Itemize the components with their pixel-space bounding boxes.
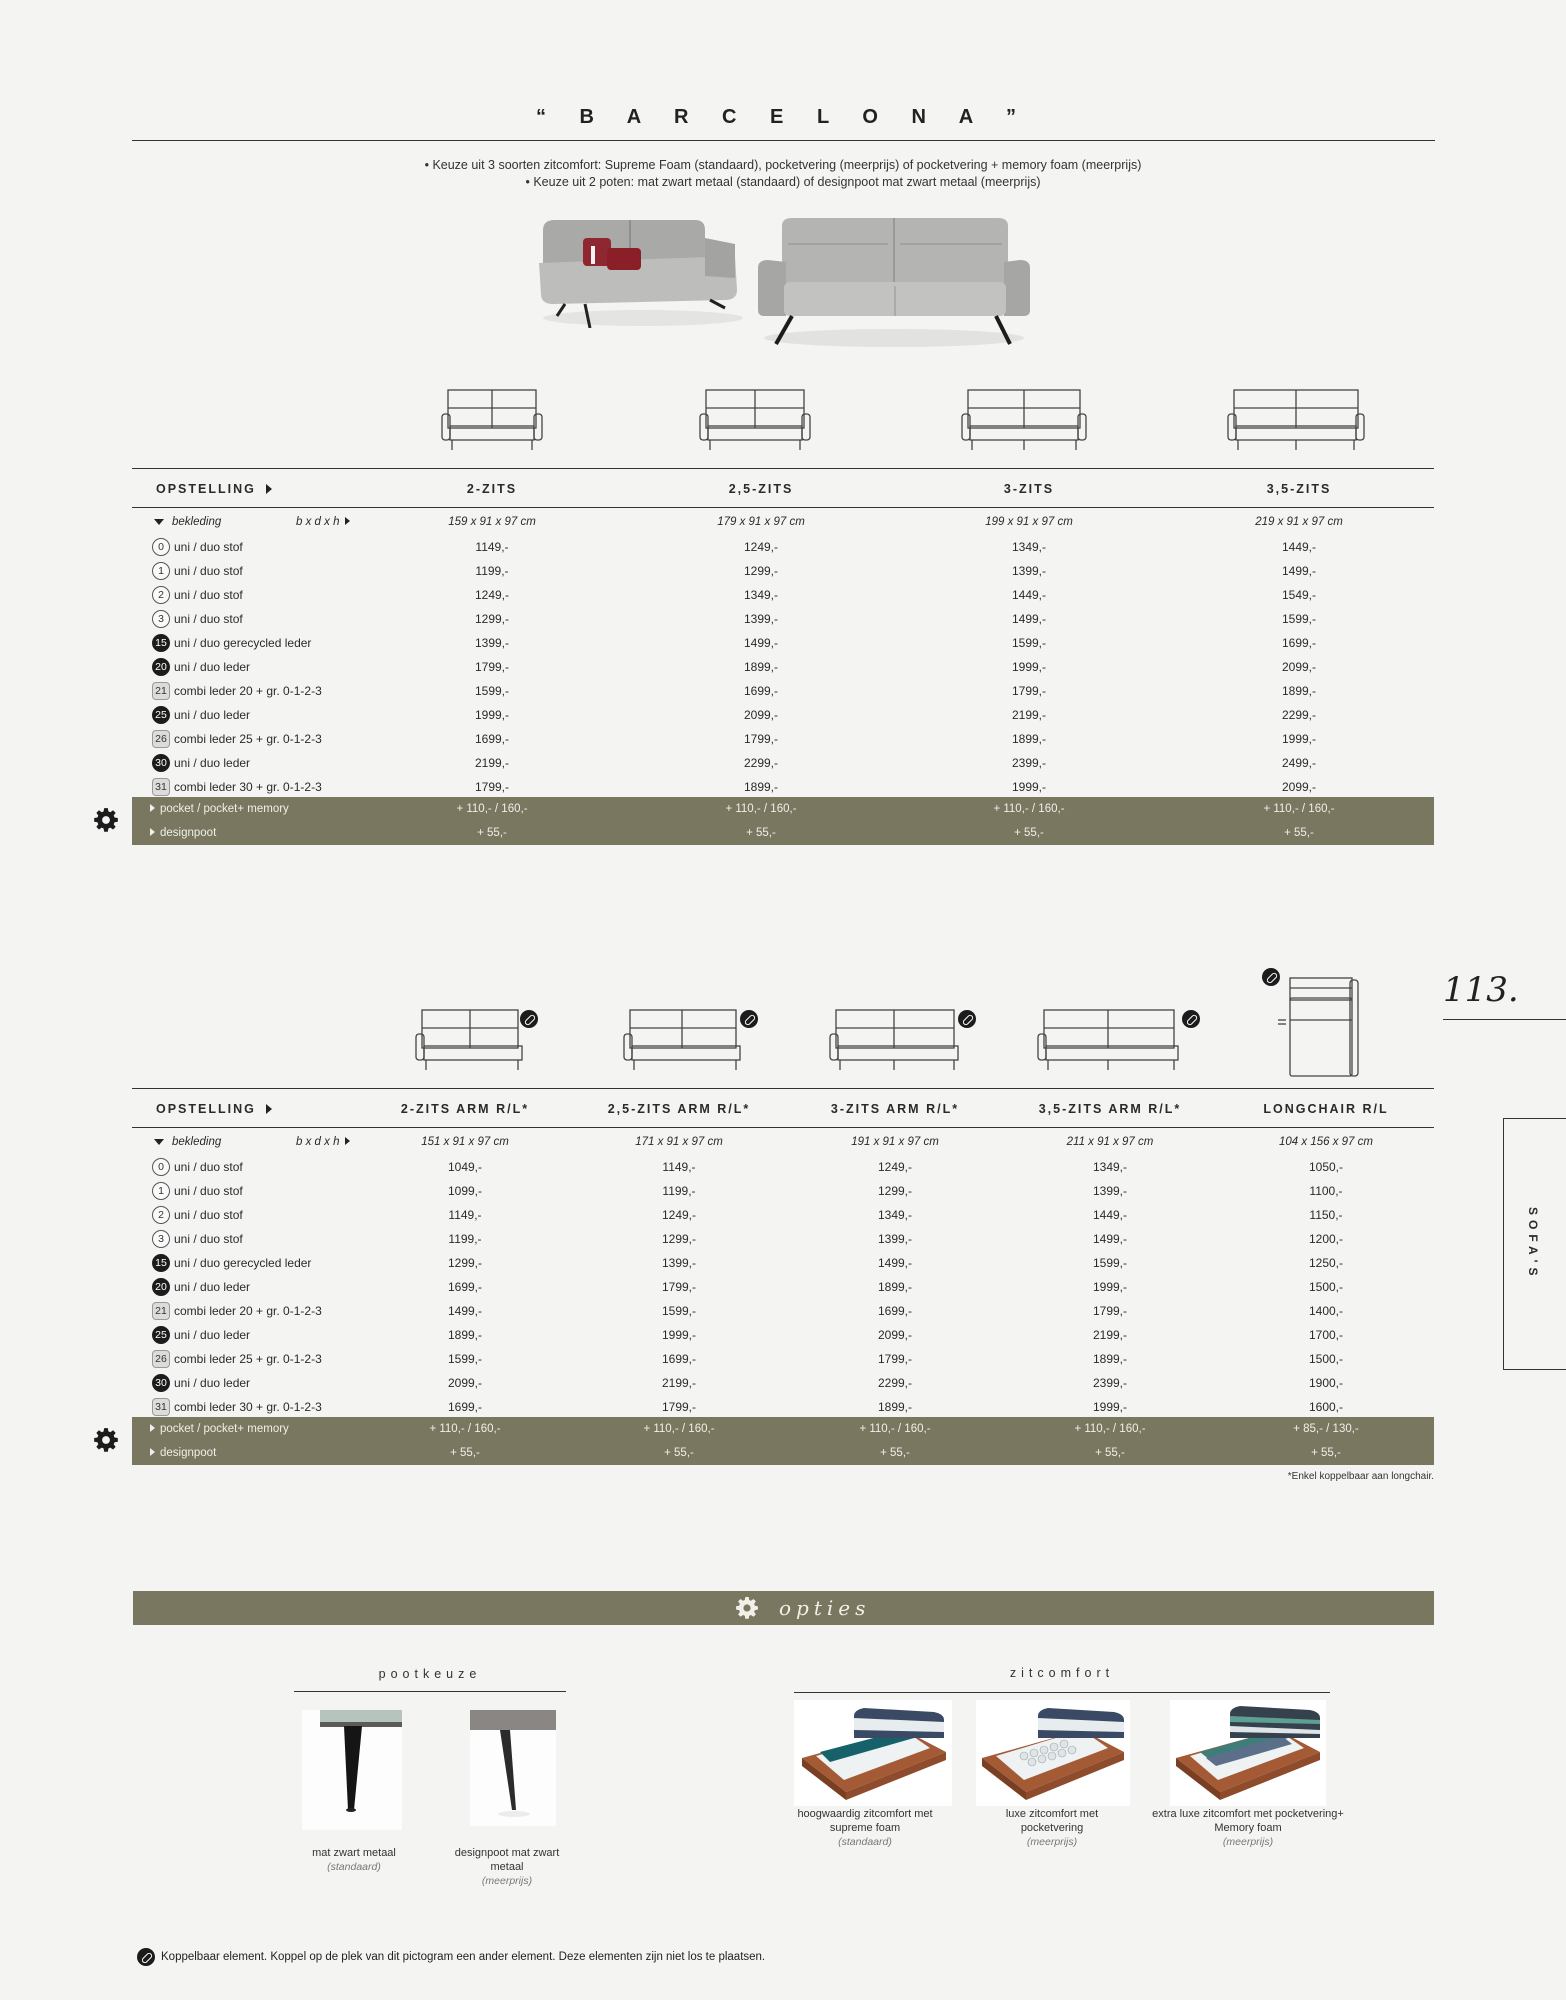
option-value: + 110,- / 160,- [859, 1423, 931, 1435]
sofa-photo-front [758, 216, 1030, 351]
price-cell: 1150,- [1309, 1208, 1343, 1222]
dimension-value: 199 x 91 x 97 cm [985, 516, 1073, 528]
price-cell: 1699,- [474, 732, 510, 746]
price-group-badge: 1 [152, 562, 170, 580]
pootkeuze-rule [294, 1691, 566, 1692]
page-title: “ B A R C E L O N A ” [535, 106, 1030, 128]
section-tab [1503, 1118, 1566, 1370]
price-cell: 1449,- [1281, 540, 1317, 554]
price-cell: 2199,- [474, 756, 510, 770]
link-icon [958, 1010, 976, 1028]
upholstery-label: uni / duo leder [174, 1328, 251, 1342]
upholstery-label: uni / duo stof [174, 612, 243, 626]
price-cell: 1499,- [1281, 564, 1317, 578]
price-cell: 2299,- [743, 756, 779, 770]
price-cell: 1899,- [877, 1280, 913, 1294]
link-icon [520, 1010, 538, 1028]
price-cell: 1399,- [1092, 1184, 1128, 1198]
table-row [132, 678, 1434, 702]
price-group-badge: 25 [152, 706, 170, 724]
bekleding-label: bekleding [172, 1136, 222, 1148]
price-cell: 1399,- [743, 612, 779, 626]
option-value: + 110,- / 160,- [993, 803, 1065, 815]
price-cell: 1399,- [877, 1232, 913, 1246]
dimension-value: 211 x 91 x 97 cm [1066, 1136, 1154, 1148]
price-cell: 1799,- [661, 1400, 697, 1414]
sofa-3-5-seat-arm-icon [1036, 1008, 1186, 1074]
price-group-badge: 2 [152, 1206, 170, 1224]
table-row [132, 534, 1434, 558]
table-row [132, 606, 1434, 630]
col-header: 2,5-ZITS [728, 482, 794, 496]
col-header: 2-ZITS ARM R/L* [400, 1102, 530, 1116]
dimension-value: 104 x 156 x 97 cm [1279, 1136, 1373, 1148]
price-group-badge: 21 [152, 1302, 170, 1320]
price-cell: 2099,- [1281, 660, 1317, 674]
option-value: + 55,- [450, 1447, 480, 1459]
sofa-icons-row-2 [0, 968, 1566, 1080]
table-row [132, 1178, 1434, 1202]
price-group-badge: 20 [152, 1278, 170, 1296]
upholstery-label: uni / duo gerecycled leder [174, 636, 312, 650]
zitcomfort-caption [982, 1807, 1122, 1849]
table-row [132, 1298, 1434, 1322]
zitcomfort-heading: zitcomfort [1009, 1666, 1115, 1680]
option-value: + 110,- / 160,- [429, 1423, 501, 1435]
table-row [132, 654, 1434, 678]
table-header [132, 468, 1434, 508]
price-cell: 1099,- [447, 1184, 483, 1198]
price-table-sofas [132, 468, 1434, 846]
table-row [132, 1226, 1434, 1250]
price-cell: 1149,- [475, 540, 509, 554]
price-cell: 2299,- [877, 1376, 913, 1390]
price-cell: 1599,- [661, 1304, 697, 1318]
table-row [132, 1202, 1434, 1226]
price-group-badge: 31 [152, 1398, 170, 1416]
price-cell: 1499,- [447, 1304, 483, 1318]
option-value: + 110,- / 160,- [725, 803, 797, 815]
price-cell: 1699,- [743, 684, 779, 698]
leg-designpoot-photo [470, 1710, 556, 1826]
option-value: + 110,- / 160,- [456, 803, 528, 815]
dimension-value: 151 x 91 x 97 cm [421, 1136, 509, 1148]
upholstery-label: uni / duo stof [174, 1208, 243, 1222]
link-icon [137, 1948, 155, 1966]
price-cell: 1999,- [1092, 1280, 1128, 1294]
price-cell: 1500,- [1308, 1280, 1344, 1294]
upholstery-label: combi leder 20 + gr. 0-1-2-3 [174, 1304, 322, 1318]
price-cell: 1299,- [474, 612, 510, 626]
price-group-badge: 31 [152, 778, 170, 796]
col-header: 3,5-ZITS [1266, 482, 1332, 496]
price-cell: 1799,- [1092, 1304, 1128, 1318]
price-cell: 2299,- [1281, 708, 1317, 722]
price-cell: 1499,- [743, 636, 779, 650]
table-row [132, 1394, 1434, 1418]
price-cell: 1599,- [1092, 1256, 1128, 1270]
upholstery-label: uni / duo leder [174, 660, 251, 674]
leg-option-caption [294, 1846, 414, 1874]
option-label: pocket / pocket+ memory [150, 1423, 289, 1435]
upholstery-label: uni / duo gerecycled leder [174, 1256, 312, 1270]
price-cell: 1899,- [743, 780, 779, 794]
sofa-3-seat-arm-icon [828, 1008, 968, 1074]
price-cell: 1799,- [474, 660, 510, 674]
upholstery-label: combi leder 25 + gr. 0-1-2-3 [174, 1352, 322, 1366]
option-value: + 110,- / 160,- [1074, 1423, 1146, 1435]
price-cell: 1999,- [1281, 732, 1317, 746]
price-group-badge: 30 [152, 754, 170, 772]
price-cell: 1399,- [1011, 564, 1047, 578]
price-cell: 1599,- [474, 684, 510, 698]
upholstery-label: uni / duo leder [174, 708, 251, 722]
price-cell: 1900,- [1308, 1376, 1344, 1390]
upholstery-label: uni / duo leder [174, 1376, 251, 1390]
price-cell: 1349,- [743, 588, 779, 602]
zitcomfort-pocket-photo [976, 1700, 1130, 1806]
upholstery-label: combi leder 30 + gr. 0-1-2-3 [174, 1400, 322, 1414]
price-cell: 1999,- [661, 1328, 697, 1342]
option-value: + 110,- / 160,- [1263, 803, 1335, 815]
price-cell: 1399,- [474, 636, 510, 650]
table-header [132, 1088, 1434, 1128]
price-cell: 1500,- [1308, 1352, 1344, 1366]
pootkeuze-heading: pootkeuze [378, 1667, 482, 1681]
price-cell: 1699,- [661, 1352, 697, 1366]
price-cell: 1249,- [474, 588, 510, 602]
leg-option-caption [452, 1846, 562, 1888]
price-cell: 1449,- [1011, 588, 1047, 602]
price-cell: 2199,- [1092, 1328, 1128, 1342]
price-group-badge: 2 [152, 586, 170, 604]
sofa-2-5-seat-arm-icon [622, 1008, 750, 1074]
option-value: + 55,- [1014, 827, 1044, 839]
upholstery-label: combi leder 30 + gr. 0-1-2-3 [174, 780, 322, 794]
col-header: 2-ZITS [466, 482, 518, 496]
option-value: + 55,- [1284, 827, 1314, 839]
price-cell: 1699,- [447, 1400, 483, 1414]
price-cell: 1999,- [1011, 780, 1047, 794]
gear-icon [93, 807, 119, 833]
price-cell: 1899,- [1281, 684, 1317, 698]
price-cell: 1999,- [1092, 1400, 1128, 1414]
page-number-rule [1443, 1019, 1566, 1020]
table-row [132, 1322, 1434, 1346]
caption-sub: (standaard) [838, 1836, 892, 1848]
opstelling-label: OPSTELLING [156, 1102, 272, 1116]
upholstery-label: combi leder 20 + gr. 0-1-2-3 [174, 684, 322, 698]
price-cell: 1799,- [661, 1280, 697, 1294]
option-label: designpoot [150, 827, 216, 839]
caption-title: luxe zitcomfort met pocketvering [1005, 1808, 1099, 1834]
price-cell: 2099,- [447, 1376, 483, 1390]
col-header: LONGCHAIR R/L [1263, 1102, 1389, 1116]
option-value: + 55,- [1095, 1447, 1125, 1459]
zitcomfort-caption [1150, 1807, 1346, 1849]
link-legend-text: Koppelbaar element. Koppel op de plek van dit pictogram een ander element. Deze elementen zijn niet los te plaatsen. [161, 1951, 766, 1963]
price-group-badge: 15 [152, 634, 170, 652]
upholstery-label: uni / duo stof [174, 1184, 243, 1198]
link-icon [740, 1010, 758, 1028]
option-value: + 55,- [1311, 1447, 1341, 1459]
sofa-3-seat-icon [960, 388, 1088, 454]
price-table-elements [132, 1088, 1434, 1466]
caption-title: hoogwaardig zitcomfort met supreme foam [797, 1808, 933, 1834]
price-cell: 1299,- [743, 564, 779, 578]
sofa-photo-side [535, 208, 750, 328]
caption-sub: (meerprijs) [1026, 1836, 1078, 1848]
price-cell: 1250,- [1308, 1256, 1344, 1270]
price-cell: 1149,- [662, 1160, 696, 1174]
col-header: 3-ZITS ARM R/L* [830, 1102, 960, 1116]
upholstery-label: uni / duo leder [174, 1280, 251, 1294]
price-cell: 1899,- [743, 660, 779, 674]
sofa-icons-row-1 [0, 388, 1566, 458]
price-cell: 1399,- [661, 1256, 697, 1270]
bxdxh-label: b x d x h [296, 516, 350, 528]
price-cell: 1299,- [661, 1232, 697, 1246]
link-legend [137, 1948, 765, 1966]
price-cell: 1599,- [1281, 612, 1317, 626]
link-icon [1182, 1010, 1200, 1028]
price-cell: 2199,- [661, 1376, 697, 1390]
longchair-icon [1276, 976, 1360, 1080]
price-cell: 1299,- [877, 1184, 913, 1198]
bullet-poten: • Keuze uit 2 poten: mat zwart metaal (standaard) of designpoot mat zwart metaal (meerprijs) [525, 175, 1041, 189]
upholstery-label: uni / duo stof [174, 1232, 243, 1246]
price-cell: 1199,- [662, 1184, 696, 1198]
opties-band [133, 1591, 1434, 1625]
price-cell: 1799,- [474, 780, 510, 794]
option-value: + 110,- / 160,- [643, 1423, 715, 1435]
table-row [132, 702, 1434, 726]
feature-bullets [0, 157, 1566, 191]
option-row-pocket [132, 797, 1434, 821]
gear-icon [93, 1427, 119, 1453]
price-group-badge: 3 [152, 610, 170, 628]
option-label: pocket / pocket+ memory [150, 803, 289, 815]
sofa-2-seat-icon [440, 388, 544, 454]
caption-title: designpoot mat zwart metaal [454, 1847, 560, 1873]
caption-sub: (standaard) [327, 1861, 381, 1873]
price-cell: 2099,- [1281, 780, 1317, 794]
price-group-badge: 20 [152, 658, 170, 676]
price-cell: 1799,- [1011, 684, 1047, 698]
price-group-badge: 30 [152, 1374, 170, 1392]
sofa-3-5-seat-icon [1226, 388, 1366, 454]
col-header: 3-ZITS [1003, 482, 1055, 496]
col-header: 2,5-ZITS ARM R/L* [607, 1102, 751, 1116]
price-group-badge: 1 [152, 1182, 170, 1200]
dimensions-row [132, 510, 1434, 534]
leg-black-metal-photo [302, 1710, 402, 1830]
price-cell: 1599,- [447, 1352, 483, 1366]
price-cell: 1050,- [1308, 1160, 1344, 1174]
table-row [132, 1154, 1434, 1178]
price-cell: 1699,- [877, 1304, 913, 1318]
dimension-value: 191 x 91 x 97 cm [851, 1136, 939, 1148]
price-cell: 1249,- [877, 1160, 913, 1174]
options-band [132, 797, 1434, 845]
option-value: + 55,- [664, 1447, 694, 1459]
page-number: 113. [1443, 970, 1519, 1010]
price-cell: 2399,- [1092, 1376, 1128, 1390]
price-cell: 1449,- [1092, 1208, 1128, 1222]
price-cell: 1549,- [1281, 588, 1317, 602]
price-cell: 1199,- [448, 1232, 482, 1246]
price-cell: 1499,- [1011, 612, 1047, 626]
upholstery-label: uni / duo stof [174, 588, 243, 602]
price-cell: 1249,- [743, 540, 779, 554]
option-value: + 55,- [477, 827, 507, 839]
price-cell: 1799,- [877, 1352, 913, 1366]
price-cell: 1899,- [1011, 732, 1047, 746]
upholstery-label: uni / duo leder [174, 756, 251, 770]
dimension-value: 171 x 91 x 97 cm [635, 1136, 723, 1148]
caption-title: extra luxe zitcomfort met pocketvering+ Memory foam [1152, 1808, 1344, 1834]
dimensions-row [132, 1130, 1434, 1154]
price-group-badge: 3 [152, 1230, 170, 1248]
dimension-value: 179 x 91 x 97 cm [717, 516, 805, 528]
opstelling-label: OPSTELLING [156, 482, 272, 496]
price-cell: 1999,- [474, 708, 510, 722]
options-band [132, 1417, 1434, 1465]
price-cell: 1499,- [877, 1256, 913, 1270]
bekleding-label: bekleding [172, 516, 222, 528]
table-row [132, 582, 1434, 606]
price-group-badge: 0 [152, 538, 170, 556]
price-cell: 1499,- [1092, 1232, 1128, 1246]
price-cell: 1100,- [1309, 1184, 1343, 1198]
price-group-badge: 26 [152, 730, 170, 748]
caption-sub: (meerprijs) [481, 1875, 533, 1887]
price-cell: 1599,- [1011, 636, 1047, 650]
dimension-value: 219 x 91 x 97 cm [1255, 516, 1343, 528]
upholstery-label: uni / duo stof [174, 1160, 243, 1174]
sofa-2-5-seat-icon [698, 388, 812, 454]
price-cell: 1249,- [661, 1208, 697, 1222]
price-cell: 2399,- [1011, 756, 1047, 770]
price-cell: 1600,- [1308, 1400, 1344, 1414]
price-cell: 2499,- [1281, 756, 1317, 770]
zitcomfort-foam-photo [794, 1700, 952, 1806]
price-cell: 1699,- [447, 1280, 483, 1294]
title-divider [132, 140, 1435, 141]
price-cell: 1349,- [1011, 540, 1047, 554]
price-cell: 1349,- [1092, 1160, 1128, 1174]
table-row [132, 1274, 1434, 1298]
price-cell: 1049,- [447, 1160, 483, 1174]
price-cell: 2099,- [877, 1328, 913, 1342]
option-row-designpoot [132, 821, 1434, 845]
upholstery-label: uni / duo stof [174, 564, 243, 578]
price-cell: 1700,- [1308, 1328, 1344, 1342]
price-cell: 1400,- [1308, 1304, 1344, 1318]
price-cell: 1699,- [1281, 636, 1317, 650]
section-tab-label: SOFA'S [1526, 1207, 1540, 1281]
table-row [132, 558, 1434, 582]
upholstery-label: combi leder 25 + gr. 0-1-2-3 [174, 732, 322, 746]
price-cell: 1349,- [877, 1208, 913, 1222]
bxdxh-label: b x d x h [296, 1136, 350, 1148]
zitcomfort-rule [794, 1692, 1330, 1693]
price-cell: 1299,- [447, 1256, 483, 1270]
price-group-badge: 21 [152, 682, 170, 700]
option-row-designpoot [132, 1441, 1434, 1465]
price-group-badge: 25 [152, 1326, 170, 1344]
zitcomfort-pocket-memory-photo [1170, 1700, 1326, 1806]
zitcomfort-caption [790, 1807, 940, 1849]
col-header: 3,5-ZITS ARM R/L* [1038, 1102, 1182, 1116]
price-cell: 1200,- [1308, 1232, 1344, 1246]
table-row [132, 1346, 1434, 1370]
table-row [132, 726, 1434, 750]
table-row [132, 630, 1434, 654]
option-label: designpoot [150, 1447, 216, 1459]
upholstery-label: uni / duo stof [174, 540, 243, 554]
table-row [132, 774, 1434, 798]
caption-title: mat zwart metaal [312, 1847, 396, 1859]
price-cell: 2099,- [743, 708, 779, 722]
price-cell: 2199,- [1011, 708, 1047, 722]
price-group-badge: 0 [152, 1158, 170, 1176]
option-value: + 85,- / 130,- [1293, 1423, 1359, 1435]
price-cell: 1799,- [743, 732, 779, 746]
price-cell: 1899,- [447, 1328, 483, 1342]
price-cell: 1149,- [448, 1208, 482, 1222]
option-row-pocket [132, 1417, 1434, 1441]
gear-icon [735, 1596, 759, 1620]
option-value: + 55,- [880, 1447, 910, 1459]
price-group-badge: 15 [152, 1254, 170, 1272]
price-cell: 1899,- [1092, 1352, 1128, 1366]
caption-sub: (meerprijs) [1222, 1836, 1274, 1848]
bullet-zitcomfort: • Keuze uit 3 soorten zitcomfort: Supreme Foam (standaard), pocketvering (meerprijs) of pocketvering + memory foam (meerprijs) [424, 158, 1142, 172]
dimension-value: 159 x 91 x 97 cm [448, 516, 536, 528]
price-group-badge: 26 [152, 1350, 170, 1368]
opties-title: opties [779, 1596, 871, 1620]
price-cell: 1899,- [877, 1400, 913, 1414]
longchair-footnote: *Enkel koppelbaar aan longchair. [1287, 1471, 1434, 1482]
table-row [132, 750, 1434, 774]
option-value: + 55,- [746, 827, 776, 839]
table-row [132, 1250, 1434, 1274]
price-cell: 1999,- [1011, 660, 1047, 674]
table-row [132, 1370, 1434, 1394]
price-cell: 1199,- [475, 564, 509, 578]
